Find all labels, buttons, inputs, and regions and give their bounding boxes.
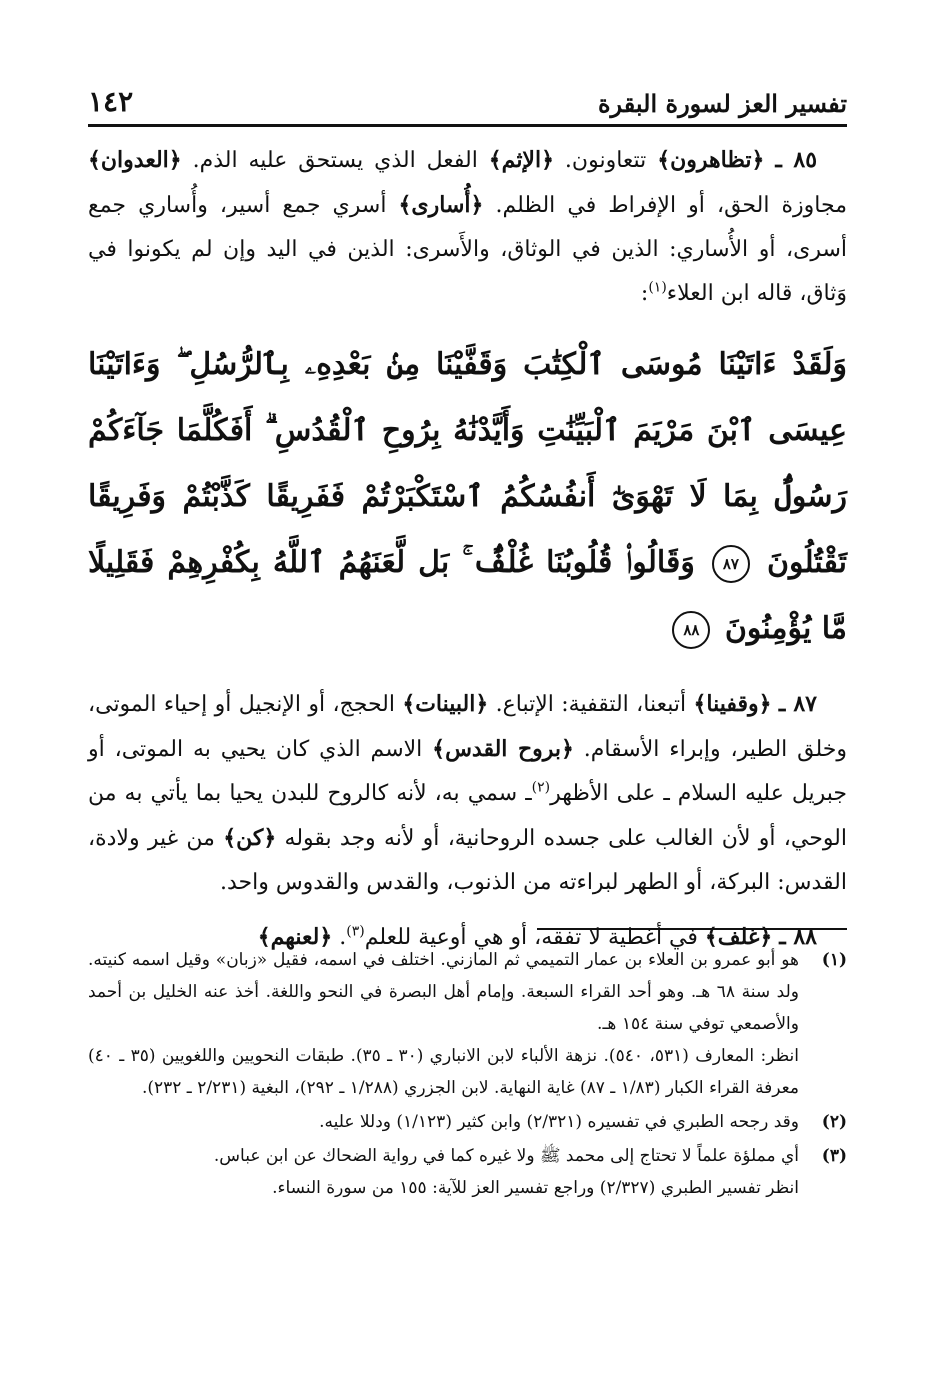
- verse-number-label: ٨٧ ـ: [778, 691, 817, 717]
- term: ﴿أُسارى﴾: [398, 192, 484, 218]
- gloss: في أغطية لا تفقه، أو هي أوعية للعلم: [364, 925, 705, 950]
- footnote-line: وقد رجحه الطبري في تفسيره (٢/٣٢١) وابن كثير (١/١٢٣) ودللا عليه.: [319, 1112, 799, 1132]
- footnote-1: [88, 944, 847, 1104]
- footnote-line: أي مملؤة علماً لا تحتاج إلى محمد ﷺ ولا غيره كما في رواية الضحاك عن ابن عباس.: [213, 1146, 799, 1166]
- footnote-body: [88, 1140, 799, 1204]
- gloss: أتبعنا، التقفية: الإتباع.: [488, 692, 694, 717]
- paragraph-85: [88, 138, 847, 316]
- footnote-body: [88, 944, 799, 1104]
- term: ﴿بروح القدس﴾: [432, 736, 574, 762]
- page-number: ١٤٢: [88, 85, 134, 118]
- term: ﴿غلف﴾: [704, 924, 773, 950]
- gloss: الفعل الذي يستحق عليه الذم.: [181, 148, 489, 173]
- verse-number-label: ٨٨ ـ: [779, 924, 817, 950]
- footnotes: [88, 944, 847, 1206]
- term: ﴿تظاهرون﴾: [657, 147, 765, 173]
- ayah-number-marker: ٨٧: [712, 545, 750, 583]
- page-header: [88, 78, 847, 127]
- verse-87-text: وَلَقَدْ ءَاتَيْنَا مُوسَى ٱلْكِتَٰبَ وَقَفَّيْنَا مِنۢ بَعْدِهِۦ بِٱلرُّسُلِ ۖ وَءَاتَيْنَا عِيسَى ٱبْنَ مَرْيَمَ ٱلْبَيِّنَٰتِ وَأَيَّدْنَٰهُ بِرُوحِ ٱلْقُدُسِ ۗ أَفَكُلَّمَا جَآءَكُمْ رَسُولٌۢ بِمَا لَا تَهْوَىٰٓ أَنفُسُكُمُ ٱسْتَكْبَرْتُمْ فَفَرِيقًا كَذَّبْتُمْ وَفَرِيقًا تَقْتُلُونَ: [88, 347, 847, 580]
- gloss: الحجج، أو الإنجيل أو إحياء الموتى، وخلق الطير، وإبراء الأسقام.: [88, 692, 848, 762]
- footnote-divider: [537, 928, 847, 930]
- running-title: تفسير العز لسورة البقرة: [597, 89, 847, 118]
- footnote-number: (٢): [821, 1112, 847, 1132]
- term: ﴿لعنهم﴾: [257, 924, 333, 950]
- main-text: [88, 138, 847, 970]
- term: ﴿وقفينا﴾: [693, 691, 772, 717]
- paragraph-87: [88, 682, 847, 905]
- gloss: ـ سمي به، لأنه كالروح للبدن يحيا بما يأتي به من الوحي، أو لأن الغالب على جسده الروحانية، أو لأنه وجد بقوله: [88, 781, 847, 851]
- footnote-body: [88, 1106, 799, 1138]
- footnote-reference[interactable]: (١): [648, 279, 667, 296]
- verse-number-label: ٨٥ ـ: [775, 147, 818, 173]
- footnote-3: [88, 1140, 847, 1204]
- gloss: تتعاونون.: [554, 148, 658, 173]
- footnote-2: [88, 1106, 847, 1138]
- footnote-line: هو أبو عمرو بن العلاء بن عمار التميمي ثم المازني. اختلف في اسمه، فقيل «زبان» وقيل اسمه كنيته. ولد سنة ٦٨ هـ. وهو أحد القراء السبعة. وإمام أهل البصرة في النحو واللغة. أخذ عنه الخليل بن أحمد والأصمعي توفي سنة ١٥٤ هـ.: [88, 950, 799, 1034]
- gloss: :: [640, 281, 649, 306]
- footnote-line: انظر: المعارف (٥٣١، ٥٤٠). نزهة الألباء لابن الانباري (٣٠ ـ ٣٥). طبقات النحويين واللغويين (٣٥ ـ ٤٠) معرفة القراء الكبار (١/٨٣ ـ ٨٧) غاية النهاية. لابن الجزري (١/٢٨٨ ـ ٢٩٢)، البغية (٢/٢٣١ ـ ٢٣٢).: [88, 1046, 800, 1098]
- verse-88-text: وَقَالُوا۟ قُلُوبُنَا غُلْفٌۢ ۚ بَل لَّعَنَهُمُ ٱللَّهُ بِكُفْرِهِمْ فَقَلِيلًا مَّا يُؤْمِنُونَ: [88, 545, 847, 646]
- term: ﴿البينات﴾: [402, 691, 489, 717]
- gloss: .: [332, 925, 347, 950]
- footnote-number: (١): [821, 950, 847, 970]
- quran-verse-block: [88, 332, 847, 662]
- term: ﴿العدوان﴾: [88, 147, 182, 173]
- gloss: أسري جمع أسير، وأُساري جمع أسرى، أو الأُساري: الذين في الوثاق، والأَسرى: الذين في اليد وإن لم يكونوا في وَثاق، قاله ابن العلاء: [88, 193, 847, 306]
- footnote-reference[interactable]: (٣): [346, 923, 365, 940]
- footnote-line: انظر تفسير الطبري (٢/٣٢٧) وراجع تفسير العز للآية: ١٥٥ من سورة النساء.: [272, 1178, 799, 1198]
- gloss: الاسم الذي كان يحيي به الموتى، أو جبريل عليه السلام ـ على الأظهر: [88, 737, 847, 806]
- ayah-number-marker: ٨٨: [672, 611, 710, 649]
- term: ﴿كن﴾: [223, 825, 277, 851]
- footnote-reference[interactable]: (٢): [531, 779, 551, 796]
- footnote-number: (٣): [821, 1146, 847, 1166]
- gloss: من غير ولادة، القدس: البركة، أو الطهر لبراءته من الذنوب، والقدس والقدوس واحد.: [88, 826, 847, 895]
- term: ﴿الإثم﴾: [488, 147, 554, 173]
- gloss: مجاوزة الحق، أو الإفراط في الظلم.: [483, 193, 847, 218]
